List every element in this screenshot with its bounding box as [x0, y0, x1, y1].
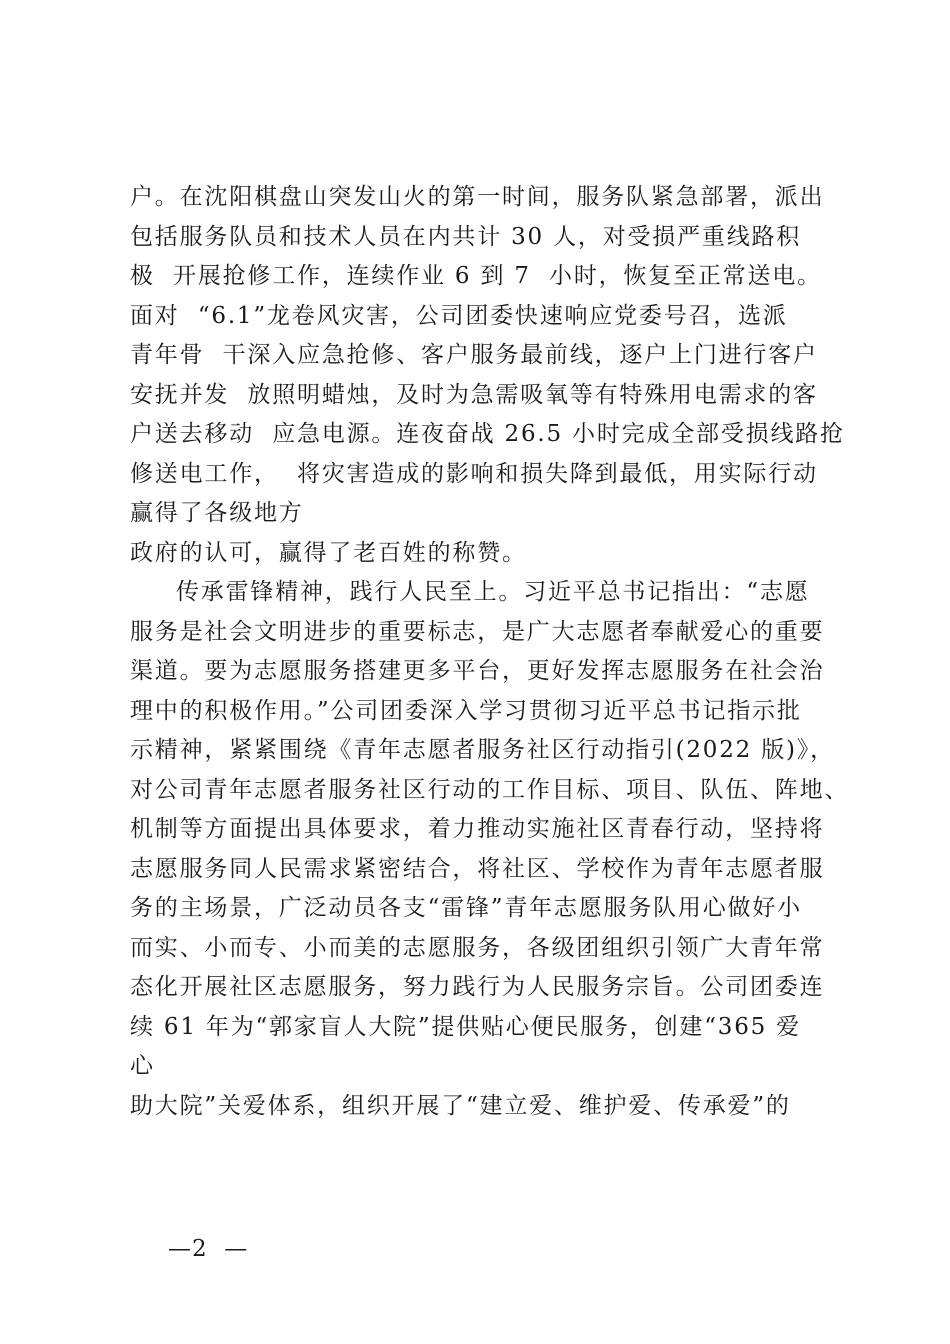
text-line: 志愿服务同人民需求紧密结合，将社区、学校作为青年志愿者服: [130, 855, 825, 882]
text-line: 安抚并发 放照明蜡烛，及时为急需吸氧等有特殊用电需求的客: [130, 381, 818, 408]
text-line: 修送电工作， 将灾害造成的影响和损失降到最低，用实际行动: [130, 460, 818, 487]
text-line: 户送去移动 应急电源。连夜奋战 26.5 小时完成全部受损线路抢: [130, 421, 845, 447]
text-line: 青年骨 干深入应急抢修、客户服务最前线，逐户上门进行客户: [130, 342, 818, 368]
text-line: 极 开展抢修工作，连续作业 6 到 7 小时，恢复至正常送电。: [130, 263, 822, 289]
text-line: 态化开展社区志愿服务，努力践行为人民服务宗旨。公司团委连: [130, 974, 825, 1000]
text-line: 务的主场景，广泛动员各支“雷锋”青年志愿服务队用心做好小: [130, 895, 802, 921]
text-line: 服务是社会文明进步的重要标志，是广大志愿者奉献爱心的重要: [130, 618, 825, 645]
text-line: 赢得了各级地方: [130, 500, 304, 526]
body-text: [130, 178, 850, 1126]
text-line: 示精神，紧紧围绕《青年志愿者服务社区行动指引(2022 版)》，: [130, 737, 835, 763]
text-line: 户。在沈阳棋盘山突发山火的第一时间，服务队紧急部署，派出: [130, 184, 825, 210]
text-line: 续 61 年为“郭家盲人大院”提供贴心便民服务，创建“365 爱: [130, 1013, 801, 1040]
text-line: 渠道。要为志愿服务搭建更多平台，更好发挥志愿服务在社会治: [130, 658, 825, 684]
page-number: —2 —: [168, 1236, 249, 1262]
text-line: 理中的积极作用。”公司团委深入学习贯彻习近平总书记指示批: [130, 697, 802, 724]
text-line: 而实、小而专、小而美的志愿服务，各级团组织引领广大青年常: [130, 934, 825, 961]
text-line: 对公司青年志愿者服务社区行动的工作目标、项目、队伍、阵地、: [130, 776, 850, 803]
text-line: 传承雷锋精神，践行人民至上。习近平总书记指出：“志愿: [176, 579, 810, 605]
text-line: 机制等方面提出具体要求，着力推动实施社区青春行动，坚持将: [130, 816, 825, 842]
text-line: 面对 “6.1”龙卷风灾害，公司团委快速响应党委号召，选派: [130, 302, 788, 329]
text-line: 助大院”关爱体系，组织开展了“建立爱、维护爱、传承爱”的: [130, 1092, 791, 1119]
text-line: 包括服务队员和技术人员在内共计 30 人，对受损严重线路积: [130, 223, 802, 250]
text-line: 政府的认可，赢得了老百姓的称赞。: [130, 539, 527, 566]
text-line: 心: [130, 1053, 155, 1079]
